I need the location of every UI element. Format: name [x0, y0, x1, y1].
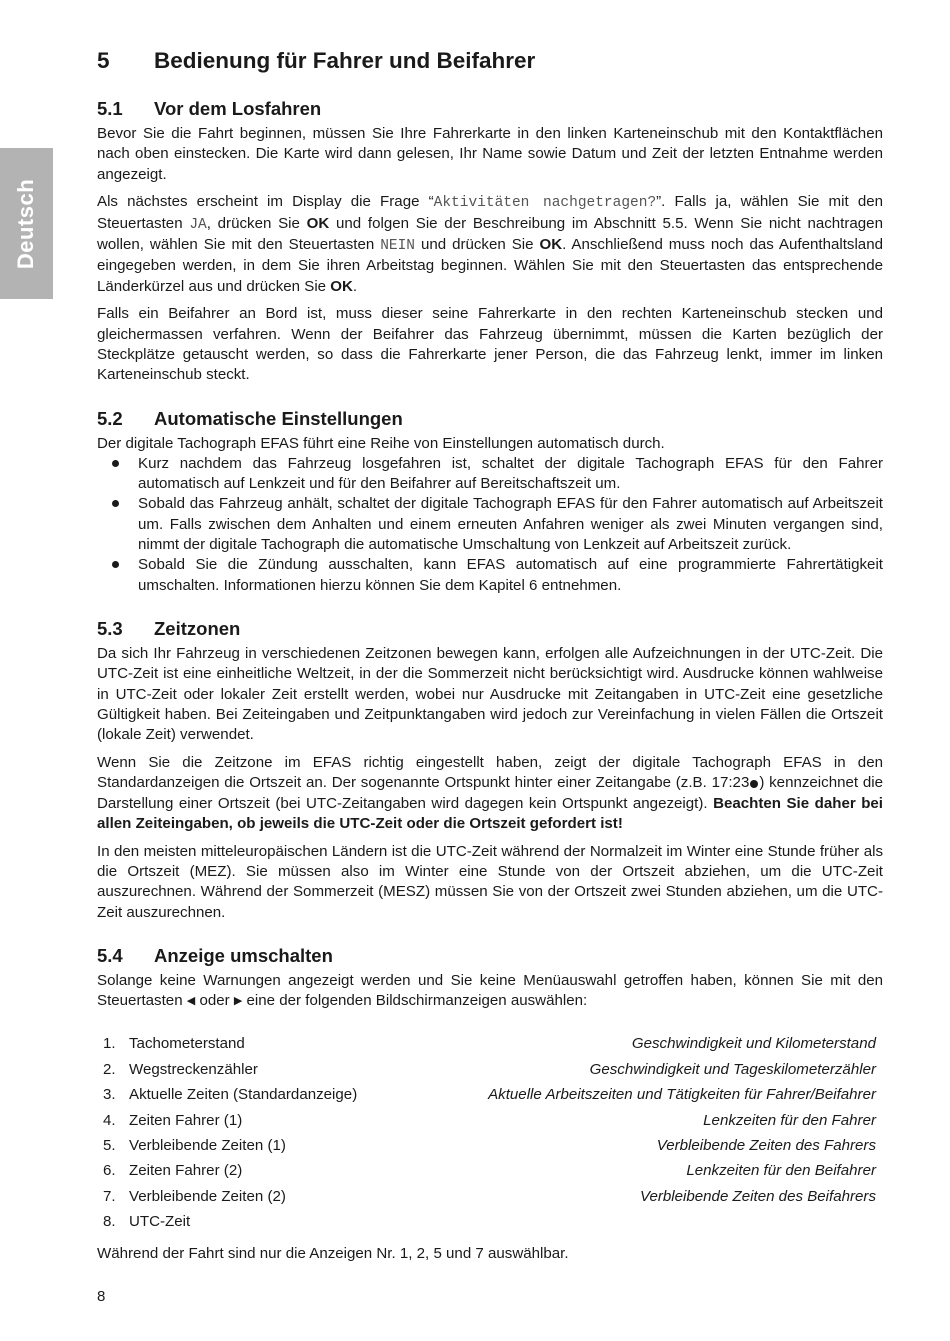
left-arrow-icon: ◀: [186, 995, 196, 1008]
bullet-icon: [112, 460, 119, 467]
list-item: Sobald das Fahrzeug anhält, schaltet der digitale Tachograph EFAS für den Fahrer automatisch auf Arbeitszeit um. Falls zwischen dem Anhalten und einem erneuten Anfahren weniger als zwei Minuten vergangen sind, nimmt der digitale Tachograph die automatische Umschaltung von Lenkzeit auf Arbeitszeit zurück.: [97, 494, 883, 555]
display-list: [97, 1031, 883, 1234]
paragraph: In den meisten mitteleuropäischen Ländern ist die UTC-Zeit während der Normalzeit im Winter eine Stunde früher als die Ortszeit (MEZ). Sie müssen also im Winter eine Stunde von der Ortszeit abziehen, um die UTC-Zeit auszurechnen. Während der Sommerzeit (MESZ) müssen Sie von der Ortszeit zwei Stunden abziehen, um die UTC-Zeit auszurechnen.: [97, 842, 883, 921]
display-text: Aktivitäten nachgetragen?: [433, 195, 657, 212]
paragraph: Wenn Sie die Zeitzone im EFAS richtig eingestellt haben, zeigt der digitale Tachograph EFAS in den Standardanzeigen die Ortszeit an. Der sogenannte Ortspunkt hinter einer Zeitangabe (z.B. 17:23 ) kennzeichnet die Darstellung einer Ortszeit (bei UTC-Zeitangaben wird dagegen kein Ortspunkt angezeigt). Beachten Sie daher bei allen Zeiteingaben, ob jeweils die UTC-Zeit oder die Ortszeit gefordert ist!: [97, 753, 884, 832]
list-item: 6. Zeiten Fahrer (2) Lenkzeiten für den Beifahrer: [103, 1162, 876, 1180]
list-item: 7. Verbleibende Zeiten (2) Verbleibende Zeiten des Beifahrers: [103, 1187, 876, 1205]
section-heading: [97, 95, 883, 123]
list-item: 3. Aktuelle Zeiten (Standardanzeige) Aktuelle Arbeitszeiten und Tätigkeiten für Fahrer/Beifahrer: [103, 1086, 876, 1104]
paragraph: Solange keine Warnungen angezeigt werden und Sie keine Menüauswahl getroffen haben, können Sie mit den Steuertasten ◀ oder ▶ eine der folgenden Bildschirmanzeigen auswählen:: [97, 971, 883, 1010]
warning-text: Beachten Sie daher bei allen Zeiteingaben, ob jeweils die UTC-Zeit oder die Ortszeit gefordert ist!: [97, 794, 884, 832]
local-time-dot-icon: [750, 780, 758, 788]
paragraph: Während der Fahrt sind nur die Anzeigen Nr. 1, 2, 5 und 7 auswählbar.: [97, 1244, 569, 1262]
section-title: Anzeige umschalten: [154, 944, 333, 966]
language-side-tab: [0, 148, 53, 299]
section-title: Zeitzonen: [154, 617, 241, 639]
list-item: 8. UTC-Zeit: [103, 1213, 191, 1231]
ok-key: OK: [306, 214, 330, 232]
paragraph: Falls ein Beifahrer an Bord ist, muss dieser seine Fahrerkarte in den rechten Karteneinschub stecken und gleichermassen verfahren. Wenn der Beifahrer das Fahrzeug übernimmt, müssen die Karten bezüglich der Steckplätze getauscht werden, so dass die Fahrerkarte jener Person, die das Fahrzeug lenkt, immer im linken Karteneinschub steckt.: [97, 305, 883, 384]
bullet-icon: [112, 500, 119, 507]
section-heading: [97, 405, 883, 433]
page-content: [97, 44, 883, 1264]
list-item: 4. Zeiten Fahrer (1) Lenkzeiten für den Fahrer: [103, 1111, 876, 1129]
section-title: Vor dem Losfahren: [154, 98, 322, 119]
page-number: 8: [97, 1288, 106, 1305]
section-heading: [97, 615, 883, 643]
ok-key: OK: [330, 277, 353, 295]
paragraph: Da sich Ihr Fahrzeug in verschiedenen Zeitzonen bewegen kann, erfolgen alle Aufzeichnungen in der UTC-Zeit. Die UTC-Zeit ist eine einheitliche Weltzeit, in der die Sommerzeit nicht berücksichtigt wird. Ausdrucke können wahlweise in UTC-Zeit oder lokaler Zeit erstellt werden, wobei nur Ausdrucke mit Zeitangaben in UTC-Zeit eine gesetzliche Gültigkeit haben. Bei Zeiteingaben und Zeitpunktangaben wird jedoch zur Vereinfachung in vielen Fällen die Ortszeit (lokale Zeit) verwendet.: [97, 644, 883, 744]
chapter-heading: [97, 44, 883, 78]
paragraph: Der digitale Tachograph EFAS führt eine Reihe von Einstellungen automatisch durch.: [97, 434, 665, 452]
section-number: 5.1: [97, 98, 123, 119]
list-item: Kurz nachdem das Fahrzeug losgefahren ist, schaltet der digitale Tachograph EFAS für den Fahrer automatisch auf Lenkzeit und für den Beifahrer auf Bereitschaftszeit um.: [97, 454, 883, 495]
section-number: 5.3: [97, 617, 123, 639]
section-5-2: [97, 405, 883, 596]
bullet-list: [97, 454, 883, 596]
paragraph: Als nächstes erscheint im Display die Frage “Aktivitäten nachgetragen?”. Falls ja, wählen Sie mit den Steuertasten JA, drücken Sie OK und folgen Sie der Beschreibung im Abschnitt 5.5. Wenn Sie nicht nachtragen wollen, wählen Sie mit den Steuertasten NEIN und drücken Sie OK. Anschließend muss noch das Aufenthaltsland eingegeben werden, in dem Sie ihren Arbeitstag beginnen. Wählen Sie mit den Steuertasten das entsprechende Länderkürzel aus und drücken Sie OK.: [97, 193, 884, 295]
nein-key: NEIN: [380, 237, 415, 254]
section-number: 5.4: [97, 944, 123, 966]
section-5-4: [97, 942, 883, 1264]
bullet-icon: [112, 561, 119, 568]
right-arrow-icon: ▶: [233, 995, 243, 1008]
section-number: 5.2: [97, 407, 123, 429]
section-5-1: [97, 95, 883, 386]
ok-key: OK: [539, 235, 563, 253]
section-5-3: [97, 615, 883, 923]
section-heading: [97, 942, 883, 970]
language-label: Deutsch: [13, 178, 39, 269]
section-title: Automatische Einstellungen: [154, 407, 403, 429]
ja-key: JA: [189, 216, 207, 233]
paragraph: Bevor Sie die Fahrt beginnen, müssen Sie Ihre Fahrerkarte in den linken Karteneinschub mit den Kontaktflächen nach oben einstecken. Die Karte wird dann gelesen, Ihr Name sowie Datum und Zeit der letzten Entnahme werden angezeigt.: [97, 125, 883, 183]
chapter-title: Bedienung für Fahrer und Beifahrer: [154, 48, 536, 73]
list-item: 2. Wegstreckenzähler Geschwindigkeit und Tageskilometerzähler: [103, 1060, 876, 1078]
list-item: Sobald Sie die Zündung ausschalten, kann EFAS automatisch auf eine programmierte Fahrertätigkeit umschalten. Informationen hierzu können Sie dem Kapitel 6 entnehmen.: [97, 555, 883, 596]
list-item: 5. Verbleibende Zeiten (1) Verbleibende Zeiten des Fahrers: [103, 1137, 876, 1155]
list-item: 1. Tachometerstand Geschwindigkeit und Kilometerstand: [103, 1035, 876, 1053]
chapter-number: 5: [97, 48, 110, 73]
